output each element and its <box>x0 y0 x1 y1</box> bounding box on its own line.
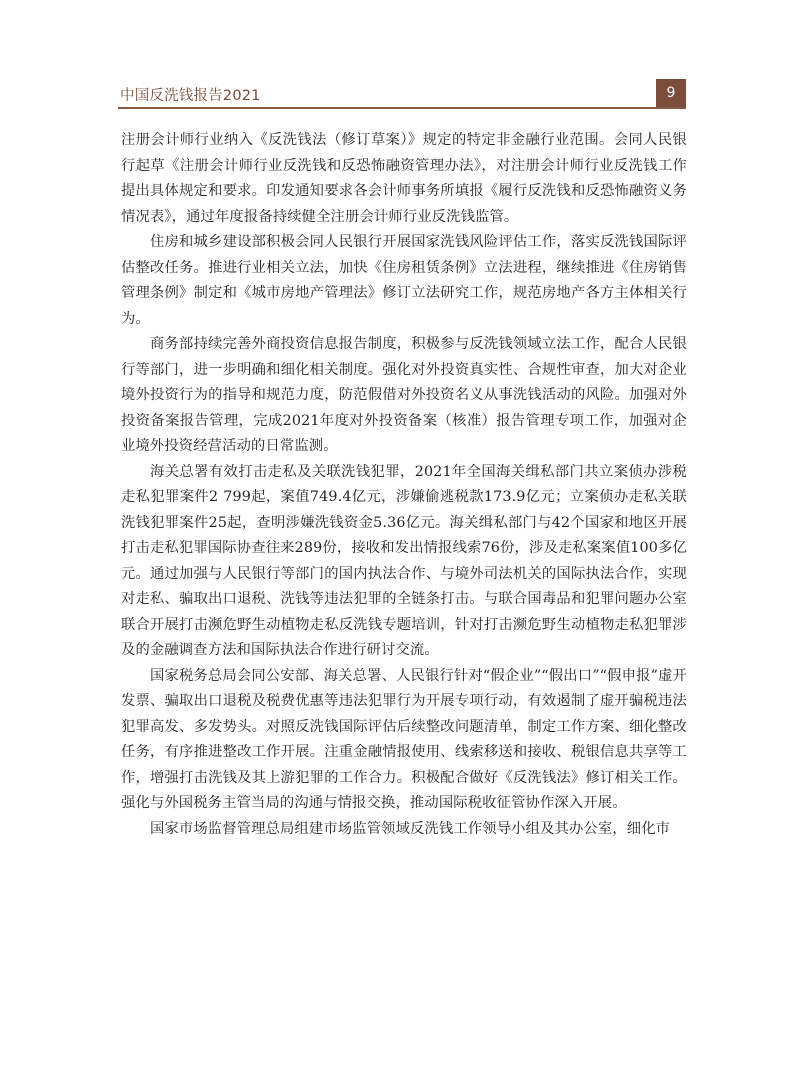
report-title: 中国反洗钱报告2021 <box>120 88 261 104</box>
body-text <box>121 128 687 842</box>
page-header <box>118 79 686 109</box>
paragraph-customs: 海关总署有效打击走私及关联洗钱犯罪，2021年全国海关缉私部门共立案侦办涉税走私犯罪案件2 799起，案值749.4亿元，涉嫌偷逃税款173.9亿元；立案侦办走私关联洗钱犯罪案件25起，查明涉嫌洗钱资金5.36亿元。海关缉私部门与42个国家和地区开展打击走私犯罪国际协查往来289份，接收和发出情报线索76份，涉及走私案案值100多亿元。通过加强与人民银行等部门的国内执法合作、与境外司法机关的国际执法合作，实现对走私、骗取出口退税、洗钱等违法犯罪的全链条打击。与联合国毒品和犯罪问题办公室联合开展打击濒危野生动植物走私反洗钱专题培训，针对打击濒危野生动植物走私犯罪涉及的金融调查方法和国际执法合作进行研讨交流。 <box>121 463 687 658</box>
header-divider <box>118 107 686 109</box>
paragraph-cpa: 注册会计师行业纳入《反洗钱法（修订草案）》规定的特定非金融行业范围。会同人民银行起草《注册会计师行业反洗钱和反恐怖融资管理办法》，对注册会计师行业反洗钱工作提出具体规定和要求。印发通知要求各会计师事务所填报《履行反洗钱和反恐怖融资义务情况表》，通过年度报备持续健全注册会计师行业反洗钱监管。 <box>121 132 687 225</box>
paragraph-housing: 住房和城乡建设部积极会同人民银行开展国家洗钱风险评估工作，落实反洗钱国际评估整改任务。推进行业相关立法，加快《住房租赁条例》立法进程，继续推进《住房销售管理条例》制定和《城市房地产管理法》修订立法研究工作，规范房地产各方主体相关行为。 <box>121 234 687 327</box>
page-number: 9 <box>656 79 686 108</box>
paragraph-commerce: 商务部持续完善外商投资信息报告制度，积极参与反洗钱领域立法工作，配合人民银行等部门，进一步明确和细化相关制度。强化对外投资真实性、合规性审查，加大对企业境外投资行为的指导和规范力度，防范假借对外投资名义从事洗钱活动的风险。加强对外投资备案报告管理，完成2021年度对外投资备案（核准）报告管理专项工作，加强对企业境外投资经营活动的日常监测。 <box>121 336 687 454</box>
paragraph-taxation: 国家税务总局会同公安部、海关总署、人民银行针对“假企业”“假出口”“假申报”虚开发票、骗取出口退税及税费优惠等违法犯罪行为开展专项行动，有效遏制了虚开骗税违法犯罪高发、多发势头。对照反洗钱国际评估后续整改问题清单，制定工作方案、细化整改任务，有序推进整改工作开展。注重金融情报使用、线索移送和接收、税银信息共享等工作，增强打击洗钱及其上游犯罪的工作合力。积极配合做好《反洗钱法》修订相关工作。强化与外国税务主管当局的沟通与情报交换，推动国际税收征管协作深入开展。 <box>121 667 687 811</box>
paragraph-market-regulation: 国家市场监督管理总局组建市场监管领域反洗钱工作领导小组及其办公室，细化市 <box>150 820 671 837</box>
